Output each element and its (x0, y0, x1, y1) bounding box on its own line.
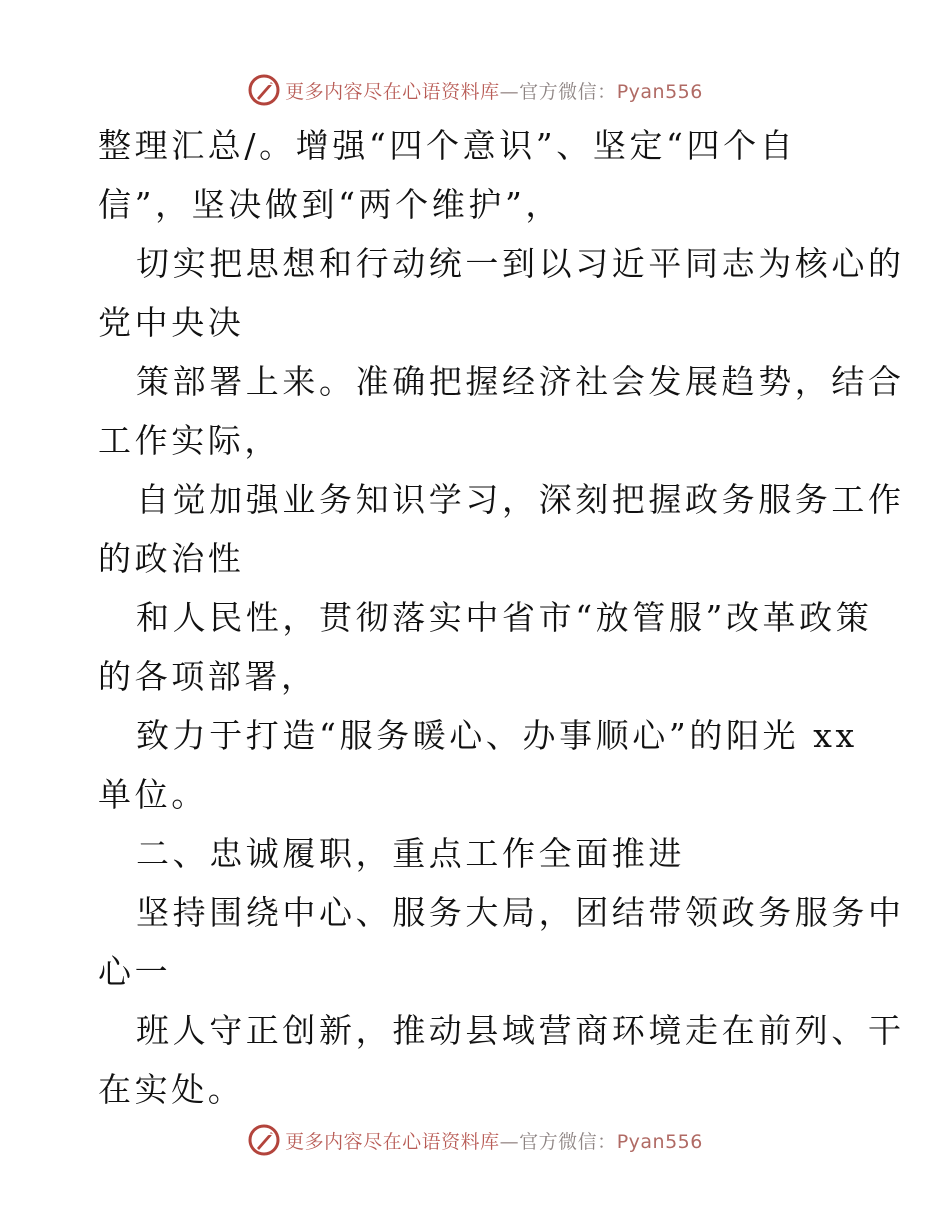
body-line-12: 单位。 (98, 775, 208, 814)
body-line-14: 坚持围绕中心、服务大局，团结带领政务服务中 (136, 893, 905, 932)
header-dash: — (499, 80, 520, 103)
body-line-8: 的政治性 (98, 539, 245, 578)
footer-watermark (0, 1120, 950, 1160)
footer-wechat-id: Pyan556 (616, 1130, 703, 1153)
body-line-9: 和人民性，贯彻落实中省市“放管服”改革政策 (136, 598, 873, 637)
header-watermark (0, 70, 950, 110)
body-line-11: 致力于打造“服务暖心、办事顺心”的阳光 xx (136, 716, 858, 755)
quill-logo-icon (247, 1123, 281, 1157)
body-line-2: 信”，坚决做到“两个维护”， (98, 185, 563, 224)
body-line-17: 在实处。 (98, 1070, 245, 1109)
header-brand-text: 更多内容尽在心语资料库 (285, 80, 500, 103)
body-line-15: 心一 (98, 952, 172, 991)
body-line-3: 切实把思想和行动统一到以习近平同志为核心的 (136, 244, 905, 283)
body-line-10: 的各项部署， (98, 657, 318, 696)
footer-dash: — (499, 1130, 520, 1153)
footer-wechat-label: 官方微信： (519, 1130, 617, 1153)
body-line-7: 自觉加强业务知识学习，深刻把握政务服务工作 (136, 480, 905, 519)
body-line-5: 策部署上来。准确把握经济社会发展趋势，结合 (136, 362, 905, 401)
body-line-6: 工作实际， (98, 421, 281, 460)
body-line-1: 整理汇总/。增强“四个意识”、坚定“四个自 (98, 126, 797, 165)
section-heading: 二、忠诚履职，重点工作全面推进 (136, 834, 685, 873)
footer-brand-text: 更多内容尽在心语资料库 (285, 1130, 500, 1153)
header-wechat-label: 官方微信： (519, 80, 617, 103)
body-line-4: 党中央决 (98, 303, 245, 342)
quill-logo-icon (247, 73, 281, 107)
header-wechat-id: Pyan556 (616, 80, 703, 103)
header-watermark-text (285, 77, 703, 104)
body-line-16: 班人守正创新，推动县域营商环境走在前列、干 (136, 1011, 905, 1050)
footer-watermark-text (285, 1127, 703, 1154)
